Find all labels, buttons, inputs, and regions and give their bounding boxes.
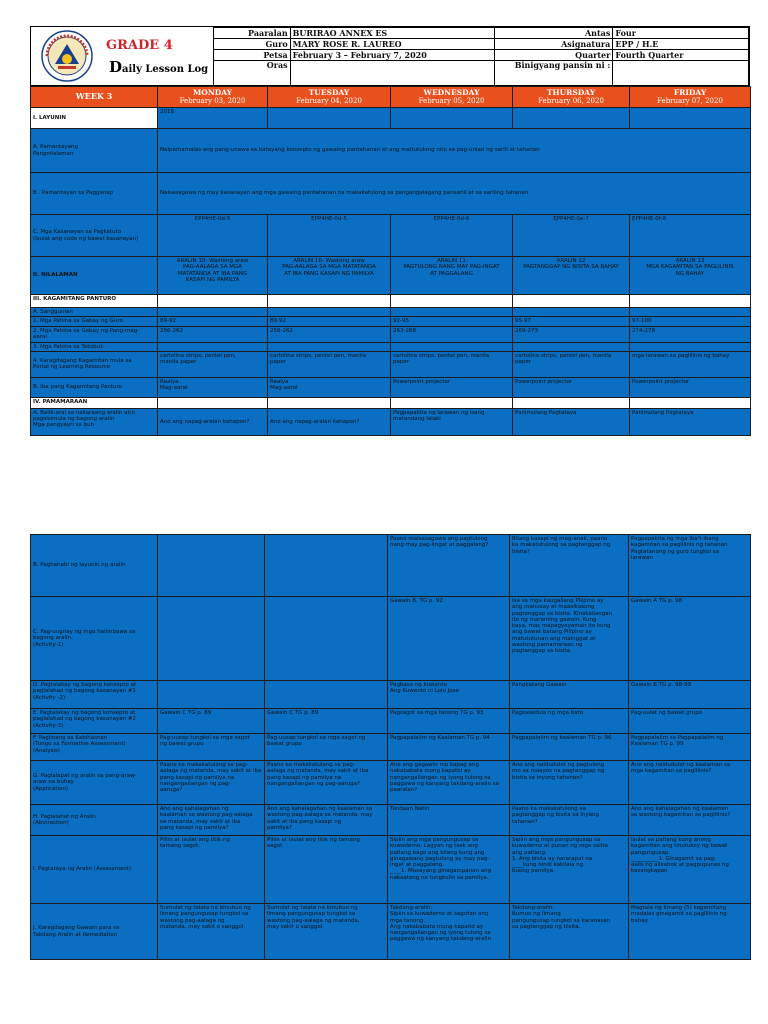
info-row: Oras Binigyang pansin ni : (214, 61, 749, 86)
cell: Ano ang gagawin mo kapag ang nakababata mong kapatid ay nangangailangan ng iyong tulong sa paggawa ng kanyang takdang-aralin sa paaralan? (388, 761, 510, 805)
day-header-friday: FRIDAY February 07, 2020 (630, 87, 751, 108)
cell: ARALIN 12 PAGTANGGAP NG BISITA SA BAHAY (513, 257, 630, 295)
document-title: Daily Lesson Log (109, 58, 209, 76)
row-paghahabi (31, 535, 751, 597)
cell: Pagpapakita ng larawan ng isang matandang lalaki (391, 408, 513, 435)
cell (268, 342, 391, 351)
cell (268, 308, 391, 317)
cell (391, 397, 513, 408)
day-header-thursday: THURSDAY February 06, 2020 (513, 87, 630, 108)
cell (268, 397, 391, 408)
cell: 256-262 (268, 326, 391, 342)
row-pamantayan-sa-pagganap (31, 173, 751, 215)
cell (630, 108, 751, 129)
row-pamantayang-pangnilalaman (31, 129, 751, 173)
cell: Piliin at isulat ang titik ng tamang sagot. (158, 836, 265, 904)
row-label: B. Iba pang Kagamitang Panturo (31, 377, 158, 397)
cell (268, 108, 391, 129)
cell: Powerpoint projector (513, 377, 630, 397)
cell: cartolina strips, pentel pen, manila paper (268, 351, 391, 377)
row-paglinang (31, 734, 751, 761)
merged-cell: Naipamamalas ang pang-unawa sa batayang konsepto ng gawaing pantahanan at ang maitutulong nito sa pag-unlad ng sarili at tahanan (158, 129, 751, 173)
code-cell: EPP4HE-0d-5 (158, 215, 268, 257)
cell: 95-97 (513, 317, 630, 326)
merged-cell: Naisasagawa ng may kasanayan ang mga gawaing pantahanan na makakatulong sa pangangalagang pansarili at sa sariling tahanan (158, 173, 751, 215)
row-label: B. Paghahabi ng layunin ng aralin (31, 535, 158, 597)
cell: Realya Mag-aaral (268, 377, 391, 397)
cell: Gawain A TG p. 98 (629, 597, 751, 681)
cell: Tandaan Natin (388, 805, 510, 836)
day-header-monday: MONDAY February 03, 2020 (158, 87, 268, 108)
cell: ARALIN 10- Wastong araw PAG-AALAGA SA MGA MATATANDA AT IBA PANG KASAPI NG PAMILYA (268, 257, 391, 295)
day-header-tuesday: TUESDAY February 04, 2020 (268, 87, 391, 108)
cell (158, 681, 265, 709)
cell: Realya Mag-aaral (158, 377, 268, 397)
cell: 92-95 (391, 317, 513, 326)
cell: Pangkatang Gawain (510, 681, 629, 709)
cell: Pag-uulat ng bawat grupo (629, 709, 751, 734)
row-label: 4. Karagdagang Kagamitan mula sa Portal ng Learning Resource (31, 351, 158, 377)
cell (513, 295, 630, 308)
row-pag-uugnay (31, 597, 751, 681)
day-header-wednesday: WEDNESDAY February 05, 2020 (391, 87, 513, 108)
row-label: A. Sanggunian (31, 308, 158, 317)
cell: ARALIN 10- Wastong araw PAG-AALAGA SA MGA MATATANDA AT IBA PANG KASAPI NG PAMILYA (158, 257, 268, 295)
row-pamamaraan (31, 397, 751, 408)
row-kasanayan (31, 215, 751, 257)
cell: Isa sa mga kaugaliang Pilipino ay ang mahusay at maasikasong pagtanggap sa bisita. Kinakailangan ito ng maraming gawain. Kung kaya, mas mapagyayaman ito kung ang bawat batang Pilipino ay matututunan ang mainggat at wastong pamamaraan ng pagtanggap sa bisita. (510, 597, 629, 681)
cell: Takdang-aralin: Sipiin sa kuwaderno at sagutan ang mga tanong. Ang nakababata mong kapatid ay nangangailangan ng iyong tulong sa paggawa ng kanyang takdang-aralin (388, 904, 510, 960)
row-iba-pang-kagamitan (31, 377, 751, 397)
grade-title: GRADE 4 (106, 38, 173, 53)
cell: Powerpoint projector (630, 377, 751, 397)
cell: 263-268 (391, 326, 513, 342)
cell (630, 342, 751, 351)
cell: 89-92 (158, 317, 268, 326)
row-teksbuk (31, 342, 751, 351)
section-label: IV. PAMAMARAAN (31, 397, 158, 408)
cell: Powerpoint projector (391, 377, 513, 397)
cell: Pag-uusap tungkol sa mga sagot ng bawat grupo (158, 734, 265, 761)
cell (391, 108, 513, 129)
code-cell: EPP4HE-0d-6 (391, 215, 513, 257)
day-header-row (31, 87, 751, 108)
row-label: A. Balik-aral sa nakaraang aralin at/o pagsisimula ng bagong aralin Mga pangyayri sa buh (31, 408, 158, 435)
cell: 2018 (158, 108, 268, 129)
cell (630, 397, 751, 408)
cell: Pagsasadula ng mga bata (510, 709, 629, 734)
week-label: WEEK 3 (31, 87, 158, 108)
cell (513, 108, 630, 129)
cell: Pag-uusap tungkol sa mga sagot ng bawat grupo (265, 734, 388, 761)
cell (630, 308, 751, 317)
row-label: A. Pamantayang Pangnilalaman (31, 129, 158, 173)
row-label: F. Paglinang sa Kabihasnan (Tungo sa Formative Assessment) (Analysis) (31, 734, 158, 761)
cell: Ano ang naidudulot ng pagtulong mo sa maayos na pagtanggap ng bisita sa inyong tahanan? (510, 761, 629, 805)
cell: 256-262 (158, 326, 268, 342)
cell: 274-278 (630, 326, 751, 342)
row-karagdagang-gawain (31, 904, 751, 960)
cell: cartolina strips, pentel pen, manila paper (513, 351, 630, 377)
row-pagtalakay-2 (31, 709, 751, 734)
row-sanggunian (31, 308, 751, 317)
cell: Ano ang kahalagahan ng kaalaman sa wastong pag-aalaga sa matanda, may sakit at iba pang kasapi ng pamilya? (265, 805, 388, 836)
cell: Sumulat ng talata na binubuo ng limang pangungusap tungkol sa wastong pag-aalaga ng matanda, may sakit o sanggol. (265, 904, 388, 960)
cell: Pagpapalalim ng kaalaman TG p. 96 (510, 734, 629, 761)
cell: Gawain B. TG p. 92 (388, 597, 510, 681)
row-pagtalakay-1 (31, 681, 751, 709)
cell: 97-100 (630, 317, 751, 326)
cell (158, 295, 268, 308)
row-label: I. Pagtataya ng Aralin (Assessment) (31, 836, 158, 904)
cell (158, 535, 265, 597)
cell: Gawain C TG p. 89 (158, 709, 265, 734)
cell (391, 308, 513, 317)
info-row: Guro MARY ROSE R. LAUREO Asignatura EPP / H.E (214, 39, 749, 50)
row-layunin (31, 108, 751, 129)
title-block (31, 27, 214, 85)
cell: Gawain B TG p. 98-99 (629, 681, 751, 709)
cell: Sipiin ang mga pangungusap sa kuwaderno. Lagyan ng tsek ang patlang bago ang bilang kung ang ginagawang pagtulong ay may pag- ingat at paggalang. ____1. Masayang ginagampanan ang nakaatang na tungkulin sa pamilya. (388, 836, 510, 904)
cell: Paano ka makakatulong sa pagtanggap ng bisita sa inyong tahanan? (510, 805, 629, 836)
cell: Pagbasa ng kuwento Ang Kuwento ni Lolo Jose (388, 681, 510, 709)
row-label: E. Pagtalakay ng bagong konsepto at paglalahad ng bagong kasanayan #2 (Activity-3) (31, 709, 158, 734)
cell: Isulat sa patlang kung anong kagamitan ang tinutukoy ng bawat pangungusap. __________1. Ginagamit sa pag- aalis ng alikabok at pagpupunas ng kasangkapan (629, 836, 751, 904)
row-label: C. Mga Kasanayan sa Pagkatuto (Isulat ang code ng bawat kasanayan) (31, 215, 158, 257)
cell: cartolina strips, pentel pen, manila paper (158, 351, 268, 377)
row-label: 1. Mga Pahina sa Gabay ng Guro (31, 317, 158, 326)
deped-seal-icon (41, 30, 93, 82)
cell: Pagpapalalim sa Pagpapalalim ng Kaalaman TG p. 99 (629, 734, 751, 761)
code-cell: EPP4HE-0f-8 (630, 215, 751, 257)
lesson-table-page-2 (30, 534, 751, 960)
cell: Pagpapalalim ng Kaalaman TG p. 94 (388, 734, 510, 761)
row-learning-resource (31, 351, 751, 377)
cell (158, 308, 268, 317)
row-balik-aral (31, 408, 751, 435)
cell: Ano ang napag-aralan kahapon? (158, 408, 268, 435)
cell: Paano ka makakatulong sa pag- aalaga ng matanda, may sakit at iba pang kasapi ng pamilya na nangangailangan ng pag- aaruga? (158, 761, 265, 805)
cell (513, 342, 630, 351)
row-gabay-guro (31, 317, 751, 326)
info-row: Paaralan BURIRAO ANNEX ES Antas Four (214, 28, 749, 39)
row-pagtataya (31, 836, 751, 904)
cell (158, 397, 268, 408)
cell: Paano maisasagawa ang pagtulong nang may pag-iingat at paggalang? (388, 535, 510, 597)
cell: Pagsagot sa mga tanong TG p. 93 (388, 709, 510, 734)
lesson-table-page-1 (30, 86, 751, 436)
cell: 269-273 (513, 326, 630, 342)
row-paglalapat (31, 761, 751, 805)
cell (630, 295, 751, 308)
cell: Magtala ng limang (5) kagamitang madalas ginagamit sa paglilinis ng bahay. (629, 904, 751, 960)
cell: Ano ang kahalagahan ng kaalaman sa wastong pag-aalaga sa matanda, may sakit at iba pang kasapi ng pamilya? (158, 805, 265, 836)
cell (158, 342, 268, 351)
row-label: B . Pamantayan sa Pagganap (31, 173, 158, 215)
row-label: 2. Mga Pahina sa Gabay ng Pang-mag- aaral (31, 326, 158, 342)
row-label: C. Pag-uugnay ng mga halimbawa sa bagong aralin. (Activity-1) (31, 597, 158, 681)
code-cell: EPP4HE-0e-7 (513, 215, 630, 257)
cell (265, 597, 388, 681)
row-label: G. Paglalapat ng aralin sa pang-araw- araw na buhay (Application) (31, 761, 158, 805)
section-label: II. NILALAMAN (31, 257, 158, 295)
cell (158, 597, 265, 681)
code-cell: EPP4HE-0d-5 (268, 215, 391, 257)
cell (265, 535, 388, 597)
cell: Ano ang napag-aralan kahapon? (268, 408, 391, 435)
cell: Ano ang naidudulot ng kaalaman sa mga kagamitan sa paglilinis? (629, 761, 751, 805)
cell: Sumulat ng talata na binubuo ng limang pangungusap tungkol sa wastong pag-aalaga ng matanda, may sakit o sanggol. (158, 904, 265, 960)
row-label: 3. Mga Pahina sa Teksbuk (31, 342, 158, 351)
row-kagamitang-panturo (31, 295, 751, 308)
cell: mga larawan sa paglilinis ng bahay (630, 351, 751, 377)
cell: Gawain C TG p. 89 (265, 709, 388, 734)
row-label: H. Paglalahat ng Aralin (Abstraction) (31, 805, 158, 836)
header-block (30, 26, 750, 86)
info-row: Petsa February 3 – February 7, 2020 Quarter Fourth Quarter (214, 50, 749, 61)
row-nilalaman (31, 257, 751, 295)
cell (268, 295, 391, 308)
row-gabay-mag-aaral (31, 326, 751, 342)
cell (513, 397, 630, 408)
section-label: III. KAGAMITANG PANTURO (31, 295, 158, 308)
cell: Panimulang Pagtataya (513, 408, 630, 435)
cell (265, 681, 388, 709)
row-label: J. Karagdagang Gawain para sa Takdang Aralin at Remediation (31, 904, 158, 960)
cell: Sipiin ang mga pangungusap sa kuwaderno at punan ng mga salita ang patlang. 1. Ang bisita ay nararapat na ____kung hindi kakilala ng buong pamilya. (510, 836, 629, 904)
row-label: D. Pagtalakay ng bagong konsepto at paglalahad ng bagong kasanayan #1 (Activity -2) (31, 681, 158, 709)
cell: cartolina strips, pentel pen, manila paper (391, 351, 513, 377)
cell: ARALIN 11 PAGTULONG NANG MAY PAG-INGAT AT PAGGALANG (391, 257, 513, 295)
cell: Piliin at isulat ang titik ng tamang sagot. (265, 836, 388, 904)
cell: Takdang-aralin: Bumuo ng limang pangungusap tungkol sa karanasan sa pagtanggap ng bisita. (510, 904, 629, 960)
cell: Panimulang Pagtataya (630, 408, 751, 435)
cell: Paano ka makakatulong sa pag- aalaga ng matanda, may sakit at iba pang kasapi ng pamilya na nangangailangan ng pag-aaruga? (265, 761, 388, 805)
cell: 89-92 (268, 317, 391, 326)
cell (391, 295, 513, 308)
row-paglalahat (31, 805, 751, 836)
cell: Pagpapakita ng mga iba't-ibang kagamitan sa paglilinis ng tahanan Pagtatanong ng guro tungkol sa larawan (629, 535, 751, 597)
cell (391, 342, 513, 351)
school-info (213, 27, 749, 85)
cell: Bilang kasapi ng mag-anak, paano ka makatutulong sa pagtanggap ng bisita? (510, 535, 629, 597)
cell: Ano ang kahalagahan ng kaalaman sa wastong kagamitan sa paglilinis? (629, 805, 751, 836)
section-label: I. LAYUNIN (31, 108, 158, 129)
cell: ARALIN 13 MGA KAGAMITAN SA PAGLILINIS NG BAHAY (630, 257, 751, 295)
cell (513, 308, 630, 317)
